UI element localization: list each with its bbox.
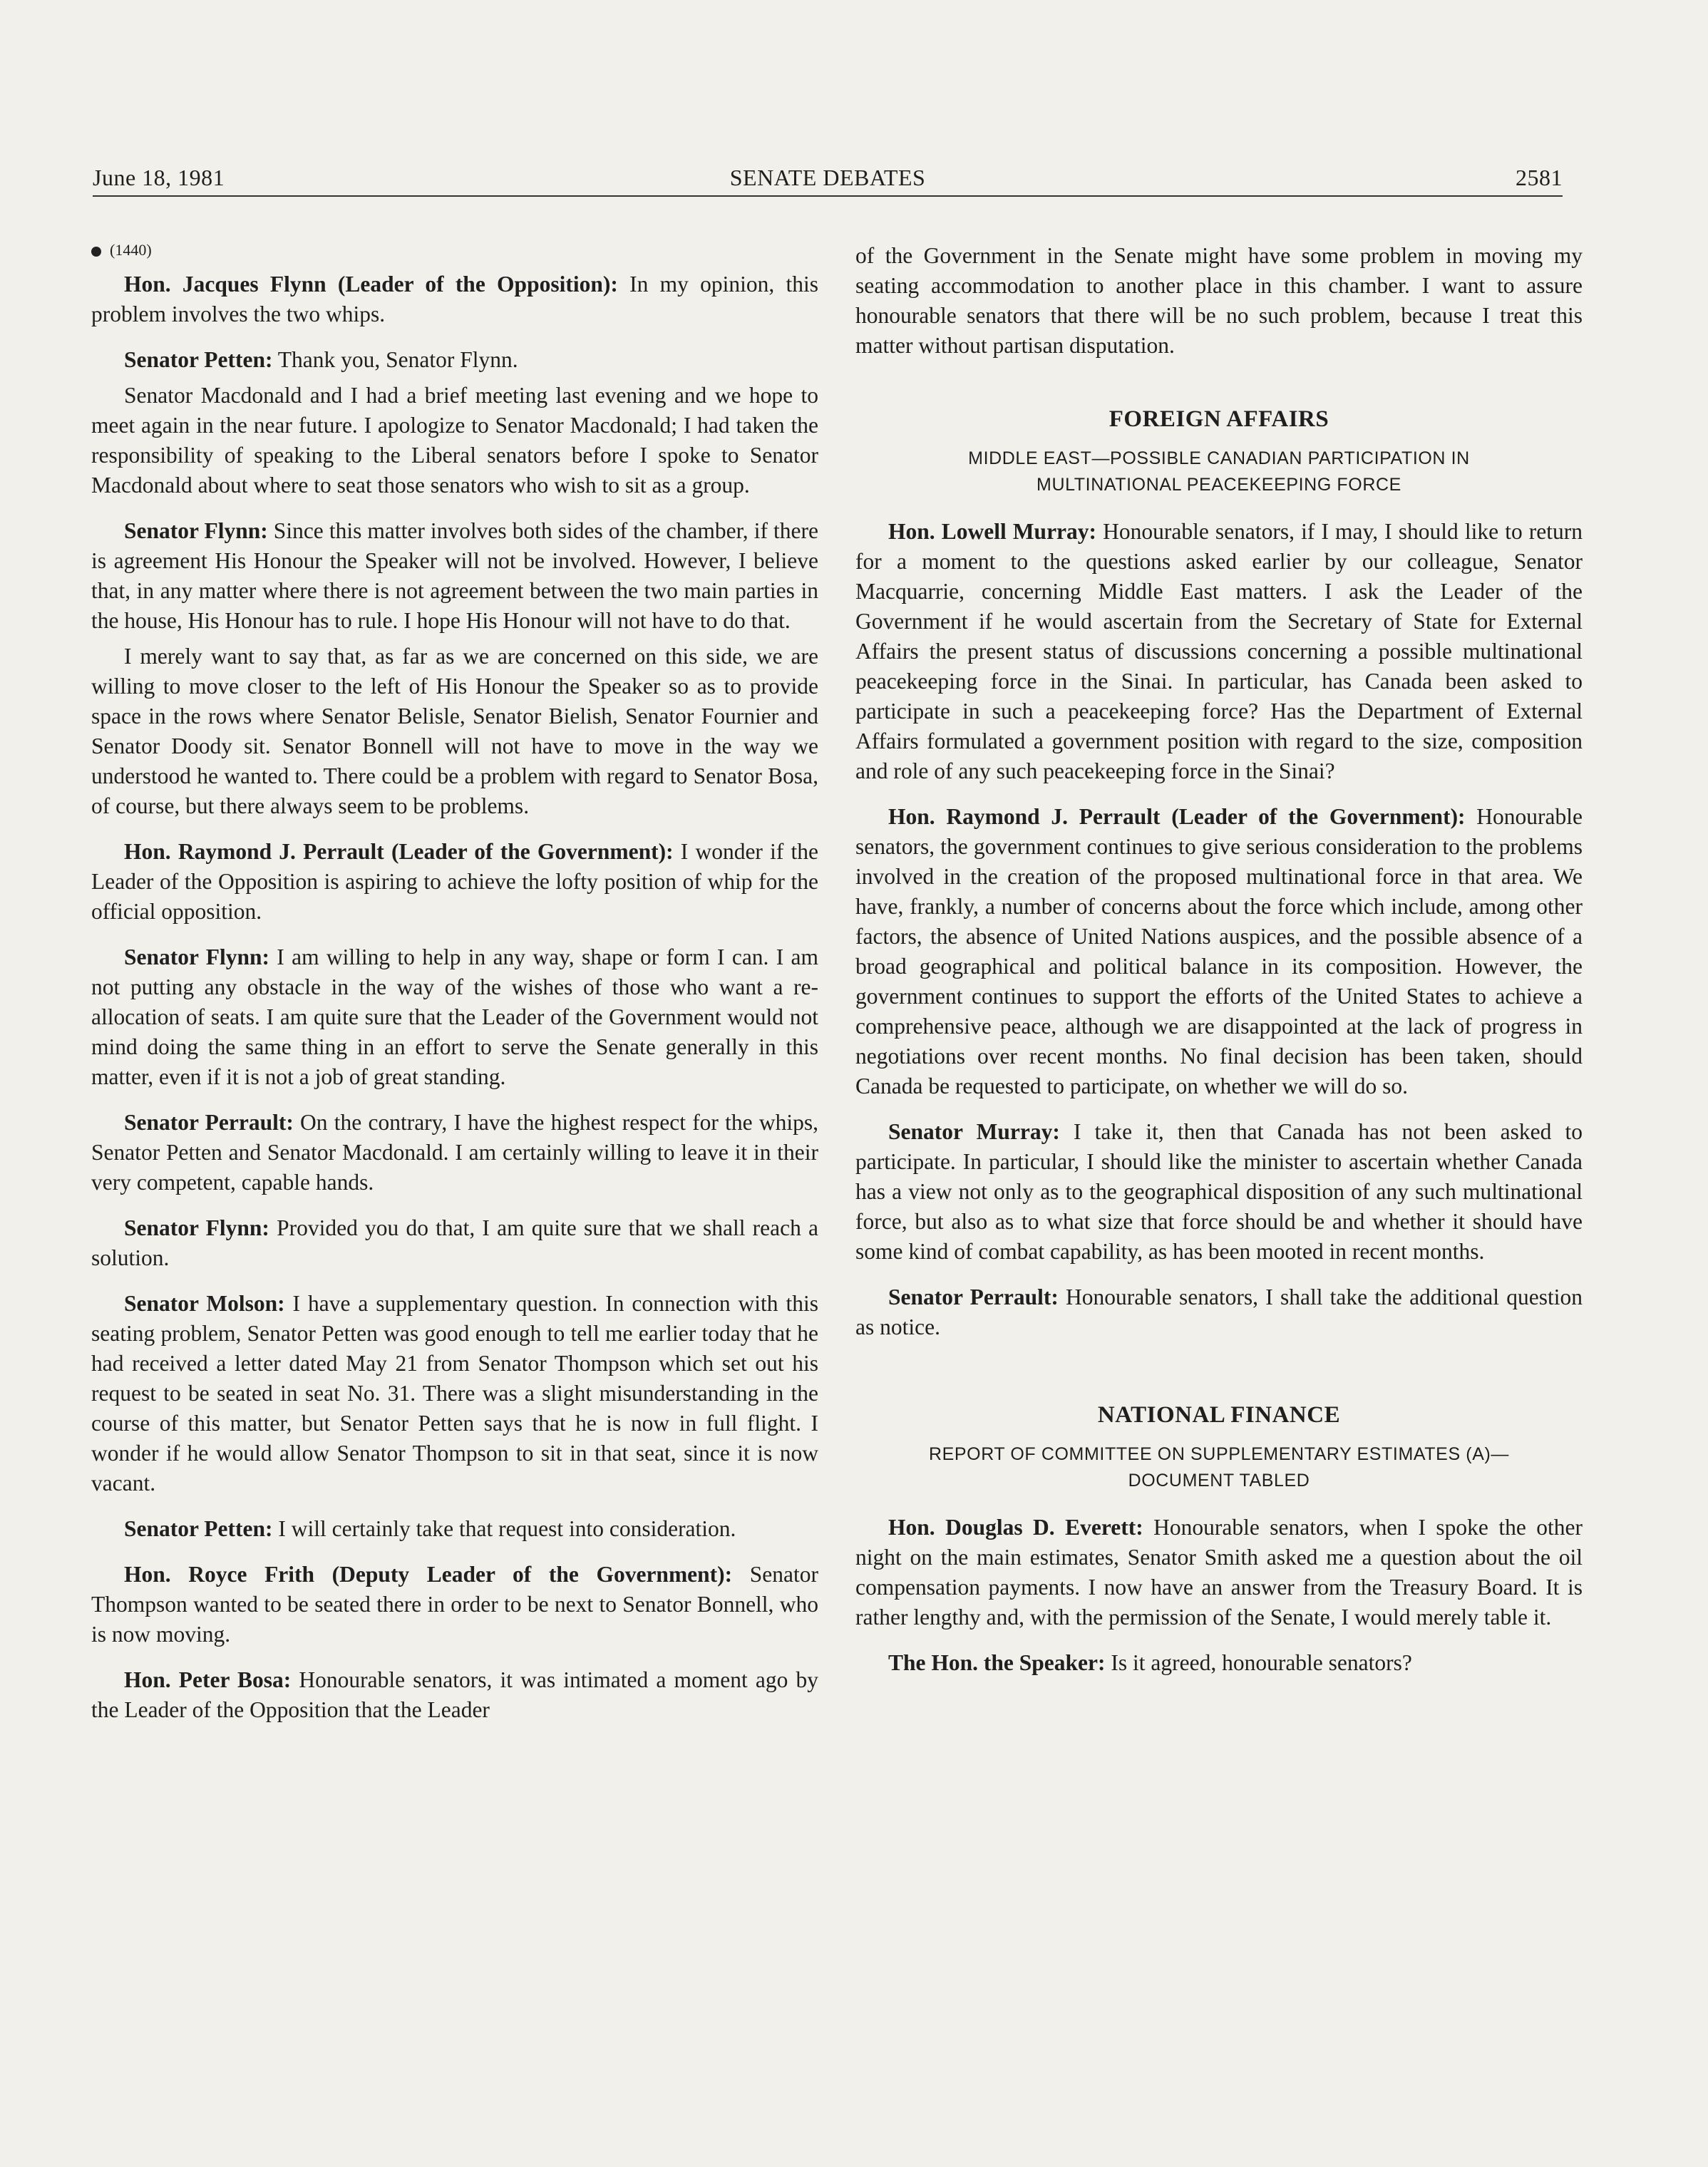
speaker-name: Senator Flynn: [124, 1215, 269, 1240]
speech-text: I merely want to say that, as far as we are concerned on this side, we are willing to move closer to the left of His Honour the Speaker so as to provide space in the rows where Senator Belisle, Senator Bielish, Senator Fournier and Senator Doody sit. Senator Bonnell will not have to move in the way we understood he wanted to. There could be a problem with regard to Senator Bosa, of course, but there always seem to be problems. [91, 644, 818, 818]
speech-text: I am willing to help in any way, shape or form I can. I am not putting any obstacle in the way of the wishes of those who want a re-allocation of seats. I am quite sure that the Leader of the Government would not mind doing the same thing in an effort to serve the Senate generally in this matter, even if it is not a job of great standing. [91, 944, 818, 1089]
speaker-name: Hon. Peter Bosa: [124, 1667, 292, 1692]
speaker-name: Senator Perrault: [124, 1110, 294, 1135]
section-subheading [855, 446, 1583, 498]
paragraph [91, 516, 818, 636]
speaker-name: Hon. Douglas D. Everett: [888, 1515, 1143, 1540]
speaker-name: Hon. Royce Frith (Deputy Leader of the Government): [124, 1562, 733, 1587]
speaker-name: Hon. Raymond J. Perrault (Leader of the Government): [888, 804, 1466, 829]
speech-text: Since this matter involves both sides of the chamber, if there is agreement His Honour the Speaker will not be involved. However, I believe that, in any matter where there is not agreement between the two main parties in the house, His Honour has to rule. I hope His Honour will not have to do that. [91, 518, 818, 633]
subheading-line: MULTINATIONAL PEACEKEEPING FORCE [1036, 475, 1401, 495]
section-heading: NATIONAL FINANCE [1097, 1402, 1341, 1428]
speech-text: Honourable senators, when I spoke the other night on the main estimates, Senator Smith asked me a question about the oil compensation payments. I now have an answer from the Treasury Board. It is rather lengthy and, with the permission of the Senate, I would merely table it. [855, 1515, 1583, 1630]
speech-text: In my opinion, this problem involves the two whips. [91, 272, 818, 326]
speaker-name: Senator Petten: [124, 1516, 273, 1541]
right-column [855, 241, 1583, 1694]
speaker-name: Hon. Lowell Murray: [888, 519, 1097, 544]
page-header [93, 160, 1563, 197]
speech-text: Is it agreed, honourable senators? [1105, 1650, 1412, 1675]
speech-text: I wonder if the Leader of the Opposition is aspiring to achieve the lofty position of whip for the official opposition. [91, 839, 819, 924]
speaker-name: Senator Flynn: [124, 944, 269, 969]
paragraph [91, 1289, 818, 1498]
paragraph [855, 1648, 1583, 1678]
subheading-line: REPORT OF COMMITTEE ON SUPPLEMENTARY ESTIMATES (A)— [928, 1444, 1510, 1464]
speaker-name: Hon. Jacques Flynn (Leader of the Opposition): [124, 272, 618, 297]
paragraph [91, 1560, 818, 1649]
speech-text: Honourable senators, the government continues to give serious consideration to the problems involved in the creation of the proposed multinational force in that area. We have, frankly, a number of concerns about the force which include, among other factors, the absence of United Nations auspices, and the possible absence of a broad geographical and political balance in its composition. However, the government continues to support the efforts of the United States to achieve a comprehensive peace, although we are disappointed at the lack of progress in negotiations over recent months. No final decision has been taken, should Canada be requested to participate, on whether we will do so. [855, 804, 1583, 1098]
paragraph [91, 1514, 818, 1544]
speech-text: Senator Thompson wanted to be seated there in order to be next to Senator Bonnell, who is now moving. [91, 1562, 818, 1647]
subheading-line: MIDDLE EAST—POSSIBLE CANADIAN PARTICIPATION IN [968, 448, 1470, 468]
time-stamp-text: (1440) [110, 241, 152, 259]
paragraph [855, 517, 1583, 786]
speech-text: of the Government in the Senate might have some problem in moving my seating accommodation to another place in this chamber. I want to assure honourable senators that there will be no such problem, because I treat this matter without partisan disputation. [855, 243, 1583, 358]
subheading-line: DOCUMENT TABLED [1128, 1471, 1310, 1491]
paragraph [91, 1108, 818, 1198]
speaker-name: Hon. Raymond J. Perrault (Leader of the Government): [124, 839, 674, 864]
page-number: 2581 [1516, 165, 1563, 190]
speech-text: Honourable senators, it was intimated a moment ago by the Leader of the Opposition that the Leader [91, 1667, 818, 1722]
paragraph [91, 942, 818, 1092]
speaker-name: Senator Flynn: [124, 518, 268, 543]
left-column [91, 241, 818, 1741]
header-date: June 18, 1981 [93, 165, 225, 190]
paragraph [91, 1665, 818, 1725]
section-heading: FOREIGN AFFAIRS [1108, 406, 1329, 432]
speech-text: I take it, then that Canada has not been asked to participate. In particular, I should like the minister to ascertain whether Canada has a view not only as to the geographical disposition of any such multinational force, but also as to what size that force should be and whether it should have some kind of combat capability, as has been mooted in recent months. [855, 1119, 1583, 1264]
paragraph [855, 1513, 1583, 1632]
speech-text: Provided you do that, I am quite sure that we shall reach a solution. [91, 1215, 818, 1270]
speaker-name: Senator Molson: [124, 1291, 285, 1316]
paragraph [855, 802, 1583, 1101]
speech-text: Honourable senators, I shall take the additional question as notice. [855, 1285, 1583, 1339]
speech-text: Thank you, Senator Flynn. [272, 347, 518, 372]
paragraph [91, 269, 818, 329]
paragraph [91, 642, 818, 821]
speaker-name: Senator Perrault: [888, 1285, 1059, 1309]
speech-text: Honourable senators, if I may, I should like to return for a moment to the questions asked earlier by our colleague, Senator Macquarrie, concerning Middle East matters. I ask the Leader of the Government if he would ascertain from the Secretary of State for External Affairs the present status of discussions concerning a possible multinational peacekeeping force in the Sinai. In particular, has Canada been asked to participate in such a peacekeeping force? Has the Department of External Affairs formulated a government position with regard to the size, composition and role of any such peacekeeping force in the Sinai? [855, 519, 1583, 783]
paragraph [91, 837, 818, 927]
paragraph [855, 1282, 1583, 1342]
paragraph [91, 381, 818, 500]
paragraph [91, 1213, 818, 1273]
speaker-name: The Hon. the Speaker: [888, 1650, 1106, 1675]
time-stamp [91, 241, 818, 259]
speaker-name: Senator Petten: [124, 347, 273, 372]
paragraph [855, 241, 1583, 361]
paragraph [855, 1117, 1583, 1267]
speaker-name: Senator Murray: [888, 1119, 1060, 1144]
speech-text: Senator Macdonald and I had a brief meeting last evening and we hope to meet again in the near future. I apologize to Senator Macdonald; I had taken the responsibility of speaking to the Liberal senators before I spoke to Senator Macdonald about where to seat those senators who wish to sit as a group. [91, 383, 818, 498]
bullet-icon [91, 247, 101, 257]
speech-text: On the contrary, I have the highest respect for the whips, Senator Petten and Senator Macdonald. I am certainly willing to leave it in their very competent, capable hands. [91, 1110, 818, 1195]
speech-text: I will certainly take that request into consideration. [272, 1516, 736, 1541]
speech-text: I have a supplementary question. In connection with this seating problem, Senator Petten was good enough to tell me earlier today that he had received a letter dated May 21 from Senator Thompson which set out his request to be seated in seat No. 31. There was a slight misunderstanding in the course of this matter, but Senator Petten says that he is now in full flight. I wonder if he would allow Senator Thompson to sit in that seat, since it is now vacant. [91, 1291, 818, 1496]
header-title: SENATE DEBATES [729, 165, 926, 190]
section-subheading [855, 1441, 1583, 1494]
paragraph [91, 345, 818, 375]
